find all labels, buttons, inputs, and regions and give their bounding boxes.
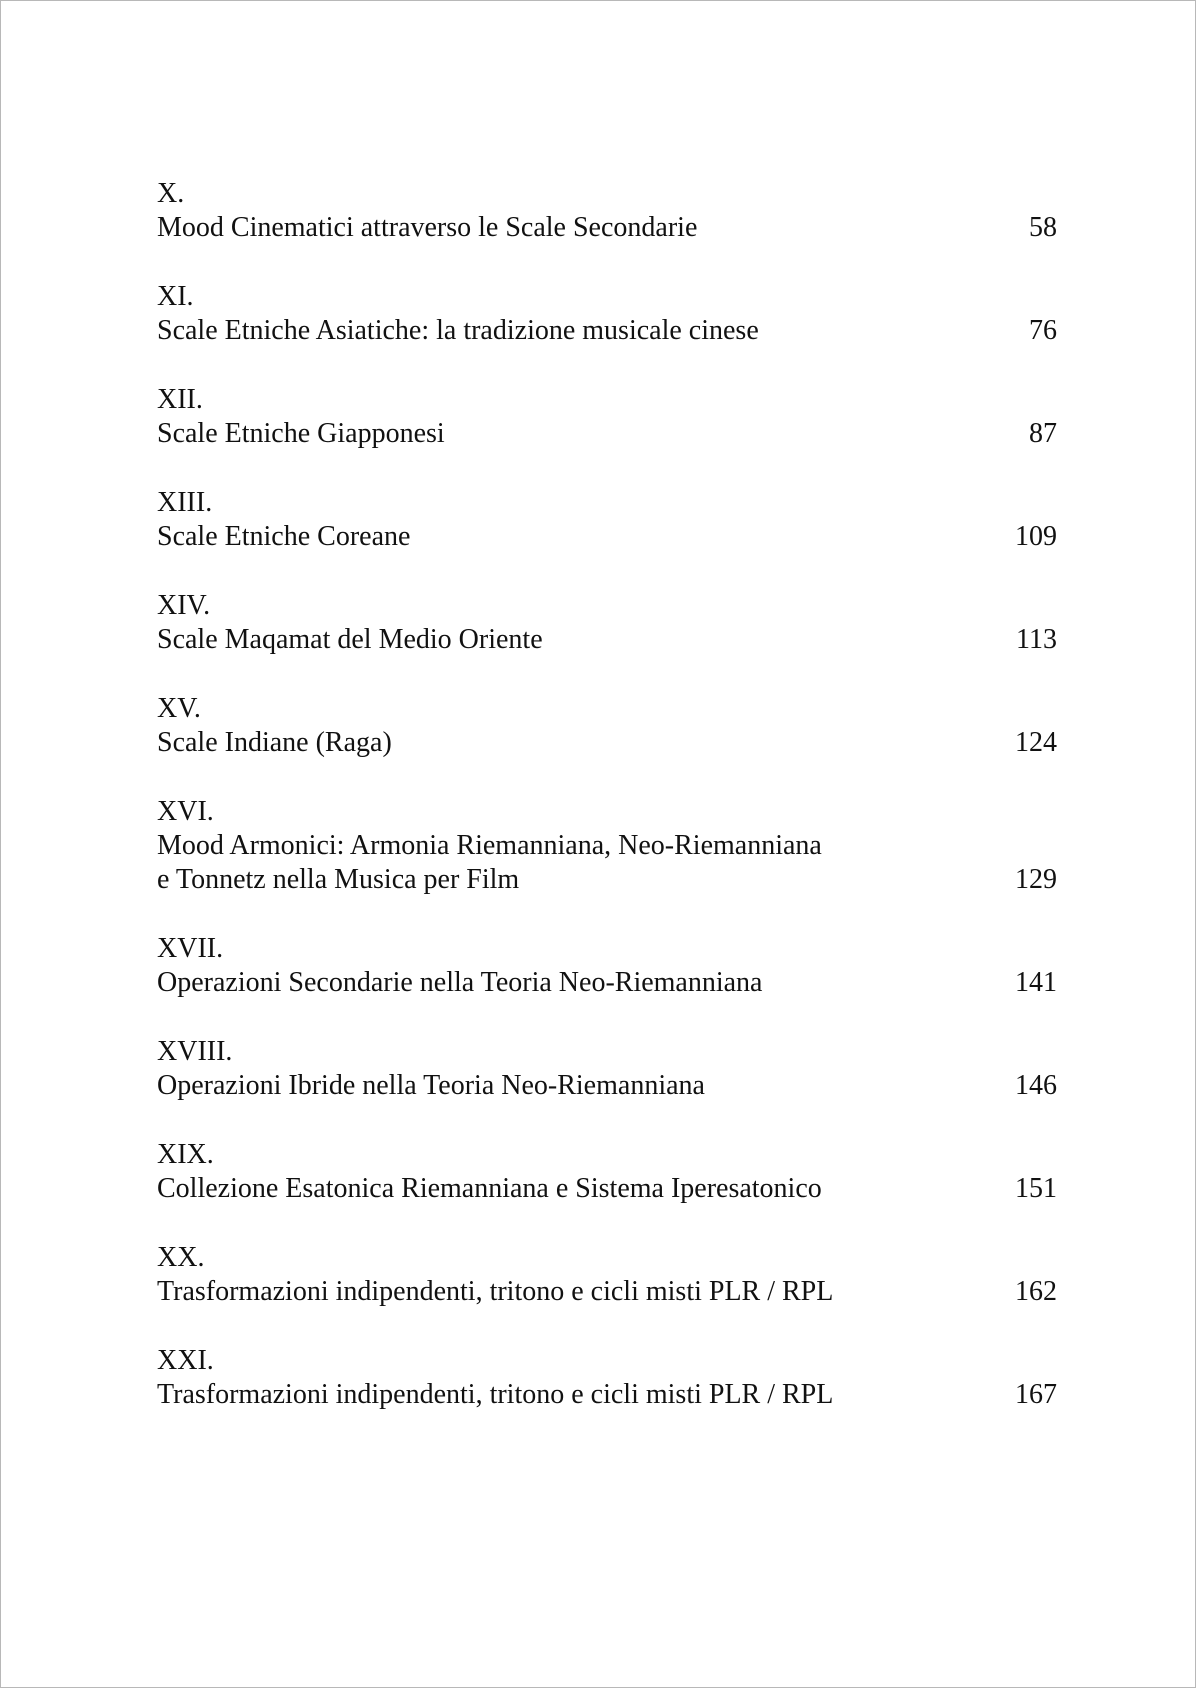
chapter-numeral: XVII. [157, 933, 224, 964]
chapter-numeral: XX. [157, 1242, 205, 1273]
toc-row [157, 1172, 1057, 1206]
page-number: 146 [1015, 1070, 1057, 1101]
chapter-title: Mood Cinematici attraverso le Scale Secondarie [157, 212, 698, 243]
toc-entry [157, 1241, 1057, 1309]
toc-entry [157, 486, 1057, 554]
chapter-title: Operazioni Secondarie nella Teoria Neo-Riemanniana [157, 967, 763, 998]
toc-entry [157, 383, 1057, 451]
toc-entry [157, 932, 1057, 1000]
toc-entry [157, 177, 1057, 245]
toc-row [157, 966, 1057, 1000]
chapter-numeral: XIV. [157, 590, 211, 621]
toc-row [157, 211, 1057, 245]
chapter-title: Scale Etniche Coreane [157, 521, 411, 552]
toc-row [157, 623, 1057, 657]
table-of-contents [157, 177, 1057, 1447]
toc-entry [157, 1344, 1057, 1412]
page-number: 141 [1015, 967, 1057, 998]
toc-entry [157, 589, 1057, 657]
chapter-title: Trasformazioni indipendenti, tritono e cicli misti PLR / RPL [157, 1379, 834, 1410]
chapter-numeral: XI. [157, 281, 194, 312]
page-number: 124 [1015, 727, 1057, 758]
chapter-numeral: XVIII. [157, 1036, 233, 1067]
page-number: 167 [1015, 1379, 1057, 1410]
page-number: 109 [1015, 521, 1057, 552]
toc-entry [157, 795, 1057, 897]
toc-entry [157, 280, 1057, 348]
page-number: 76 [1029, 315, 1057, 346]
toc-row [157, 314, 1057, 348]
toc-entry [157, 1138, 1057, 1206]
chapter-numeral: XXI. [157, 1345, 214, 1376]
page-number: 87 [1029, 418, 1057, 449]
chapter-title: Scale Etniche Giapponesi [157, 418, 445, 449]
chapter-title: Mood Armonici: Armonia Riemanniana, Neo-Riemanniana e Tonnetz nella Musica per Film [157, 830, 822, 895]
chapter-numeral: XV. [157, 693, 201, 724]
toc-row [157, 829, 1057, 897]
toc-row [157, 726, 1057, 760]
toc-row [157, 520, 1057, 554]
chapter-numeral: X. [157, 178, 185, 209]
chapter-title: Trasformazioni indipendenti, tritono e cicli misti PLR / RPL [157, 1276, 834, 1307]
chapter-numeral: XII. [157, 384, 203, 415]
chapter-numeral: XVI. [157, 796, 214, 827]
chapter-title: Scale Maqamat del Medio Oriente [157, 624, 543, 655]
page-number: 113 [1016, 624, 1057, 655]
chapter-title: Scale Etniche Asiatiche: la tradizione musicale cinese [157, 315, 759, 346]
page-number: 162 [1015, 1276, 1057, 1307]
chapter-title: Operazioni Ibride nella Teoria Neo-Riemanniana [157, 1070, 705, 1101]
toc-row [157, 1378, 1057, 1412]
page-number: 58 [1029, 212, 1057, 243]
toc-entry [157, 692, 1057, 760]
page-number: 129 [1015, 864, 1057, 895]
toc-row [157, 1275, 1057, 1309]
chapter-title: Collezione Esatonica Riemanniana e Sistema Iperesatonico [157, 1173, 822, 1204]
chapter-numeral: XIX. [157, 1139, 214, 1170]
chapter-title: Scale Indiane (Raga) [157, 727, 392, 758]
toc-row [157, 417, 1057, 451]
page-number: 151 [1015, 1173, 1057, 1204]
toc-entry [157, 1035, 1057, 1103]
chapter-numeral: XIII. [157, 487, 213, 518]
toc-row [157, 1069, 1057, 1103]
